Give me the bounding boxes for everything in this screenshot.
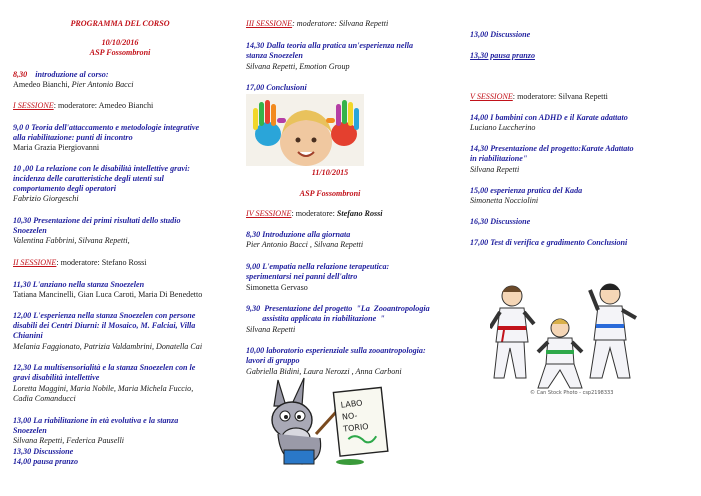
program-title: PROGRAMMA DEL CORSO — [70, 19, 170, 28]
talk9-speaker: Pier Antonio Bacci , Silvana Repetti — [246, 240, 364, 249]
sign-board — [333, 387, 387, 456]
talk3-title-2: Snoezelen — [13, 226, 47, 235]
svg-text:TORIO: TORIO — [342, 421, 370, 434]
talk2-title-2: incidenza delle caratteristiche degli utenti sul — [13, 174, 164, 183]
final-test-conclusions: 17,00 Test di verifica e gradimento Conclusioni — [470, 238, 628, 247]
session3-heading — [246, 19, 388, 29]
day2-date: 11/10/2015 — [311, 168, 349, 177]
session2-heading — [13, 258, 147, 268]
discussion-3: 16,30 Discussione — [470, 217, 531, 226]
talk7-title-2: Snoezelen — [13, 426, 47, 435]
session4-label: IV SESSIONE — [246, 209, 292, 218]
intro-time: 8,30 — [13, 70, 28, 79]
day1-venue: ASP Fossombroni — [89, 48, 151, 57]
talk7-speaker: Silvana Repetti, Federica Pauselli — [13, 436, 125, 445]
session5-moderator: : moderatore: Silvana Repetti — [512, 92, 608, 101]
talk6-speaker-2: Cadia Comanducci — [13, 394, 76, 403]
svg-text:LABO: LABO — [340, 398, 363, 410]
lunch-1: 14,00 pausa pranzo — [13, 457, 78, 466]
discussion-2: 13,00 Discussione — [470, 30, 531, 39]
intro-line — [13, 70, 109, 80]
talk5-title-1: 12,00 L'esperienza nella stanza Snoezelen con persone — [13, 311, 196, 320]
session2-moderator: : moderatore: Stefano Rossi — [56, 258, 147, 267]
talk10-title-1: 9,00 L'empatia nella relazione terapeutica: — [246, 262, 390, 271]
talk12-title-1: 10,00 laboratorio esperienziale sulla zooantropologia: — [246, 346, 426, 355]
session4-moderator-name: Stefano Rossi — [336, 209, 383, 218]
talk13-title: 14,00 I bambini con ADHD e il Karate adattato — [470, 113, 628, 122]
talk14-speaker: Silvana Repetti — [470, 165, 520, 174]
lunch-2: 13,30 pausa pranzo — [470, 51, 535, 60]
talk4-speaker: Tatiana Mancinelli, Gian Luca Caroti, Maria Di Benedetto — [13, 290, 203, 299]
talk1-title-2: alla riabilitazione: punti di incontro — [13, 133, 133, 142]
talk2-speaker: Fabrizio Giorgeschi — [13, 194, 79, 203]
day2-venue: ASP Fossombroni — [299, 189, 361, 198]
talk6-title-1: 12,30 La multisensorialità e la stanza Snoezelen con le — [13, 363, 196, 372]
talk4-title: 11,30 L'anziano nella stanza Snoezelen — [13, 280, 145, 289]
painted-hands-child-image — [246, 94, 364, 166]
talk14-title-2: in riabilitazione" — [470, 154, 528, 163]
karate-kids-image — [490, 278, 645, 396]
donkey-cartoon-image — [258, 376, 390, 466]
talk10-speaker: Simonetta Gervaso — [246, 283, 308, 292]
conclusions-1: 17,00 Conclusioni — [246, 83, 307, 92]
talk1-speaker: Maria Grazia Piergiovanni — [13, 143, 100, 152]
talk6-title-2: gravi disabilità intellettive — [13, 373, 100, 382]
intro-speakers-plain: Amedeo Bianchi, — [13, 80, 72, 89]
talk5-title-2: disabili dei Centri Diurni: il Mosaico, M. Falciai, Villa — [13, 321, 196, 330]
talk12-speaker: Gabriella Bidini, Laura Nerozzi , Anna Carboni — [246, 367, 402, 376]
session3-moderator: : moderatore: Silvana Repetti — [292, 19, 389, 28]
intro-title: introduzione al corso: — [35, 70, 109, 79]
talk6-speaker-1: Loretta Maggini, Maria Nobile, Maria Michela Fuccio, — [13, 384, 194, 393]
talk15-speaker: Simonetta Nocciolini — [470, 196, 539, 205]
talk5-title-3: Chianini — [13, 331, 43, 340]
talk11-title-2: assistita applicata in riabilitazione " — [246, 314, 385, 323]
talk13-speaker: Luciano Luccherino — [470, 123, 536, 132]
intro-speakers-italic: Pier Antonio Bacci — [71, 80, 134, 89]
talk11-speaker: Silvana Repetti — [246, 325, 296, 334]
talk8-title-2: stanza Snoezelen — [246, 51, 303, 60]
discussion-1: 13,30 Discussione — [13, 447, 74, 456]
session3-label: III SESSIONE — [246, 19, 293, 28]
talk11-title-1: 9,30 Presentazione del progetto "La Zooantropologia — [246, 304, 430, 313]
talk2-title-1: 10 ,00 La relazione con le disabilità intellettive gravi: — [13, 164, 190, 173]
session5-label: V SESSIONE — [470, 92, 513, 101]
talk2-title-3: comportamento degli operatori — [13, 184, 116, 193]
session1-label: I SESSIONE — [13, 101, 54, 110]
session5-heading — [470, 92, 608, 102]
talk8-speaker: Silvana Repetti, Emotion Group — [246, 62, 350, 71]
intro-speakers — [13, 80, 134, 90]
talk3-speaker: Valentina Fabbrini, Silvana Repetti, — [13, 236, 130, 245]
talk3-title-1: 10,30 Presentazione dei primi risultati dello studio — [13, 216, 181, 225]
day1-date: 10/10/2016 — [101, 38, 139, 47]
session1-moderator: : moderatore: Amedeo Bianchi — [53, 101, 154, 110]
svg-text:NO-: NO- — [341, 411, 358, 422]
talk14-title-1: 14,30 Presentazione del progetto:Karate Adattato — [470, 144, 634, 153]
talk5-speaker: Melania Faggionato, Patrizia Valdambrini, Donatella Cai — [13, 342, 203, 351]
talk10-title-2: sperimentarsi nei panni dell'altro — [246, 272, 358, 281]
talk15-title: 15,00 esperienza pratica del Kada — [470, 186, 583, 195]
talk7-title-1: 13,00 La riabilitazione in età evolutiva e la stanza — [13, 416, 179, 425]
talk12-title-2: lavori di gruppo — [246, 356, 300, 365]
session2-label: II SESSIONE — [13, 258, 57, 267]
talk8-title-1: 14,30 Dalla teoria alla pratica un'esperienza nella — [246, 41, 414, 50]
session4-heading — [246, 209, 383, 219]
image-watermark: © Can Stock Photo - csp2198333 — [530, 390, 614, 396]
talk9-title: 8,30 Introduzione alla giornata — [246, 230, 351, 239]
talk1-title-1: 9,0 0 Teoria dell'attaccamento e metodologie integrative — [13, 123, 200, 132]
donkey-icon — [272, 378, 321, 464]
session1-heading — [13, 101, 153, 111]
session4-moderator-prefix: : moderatore: — [291, 209, 337, 218]
